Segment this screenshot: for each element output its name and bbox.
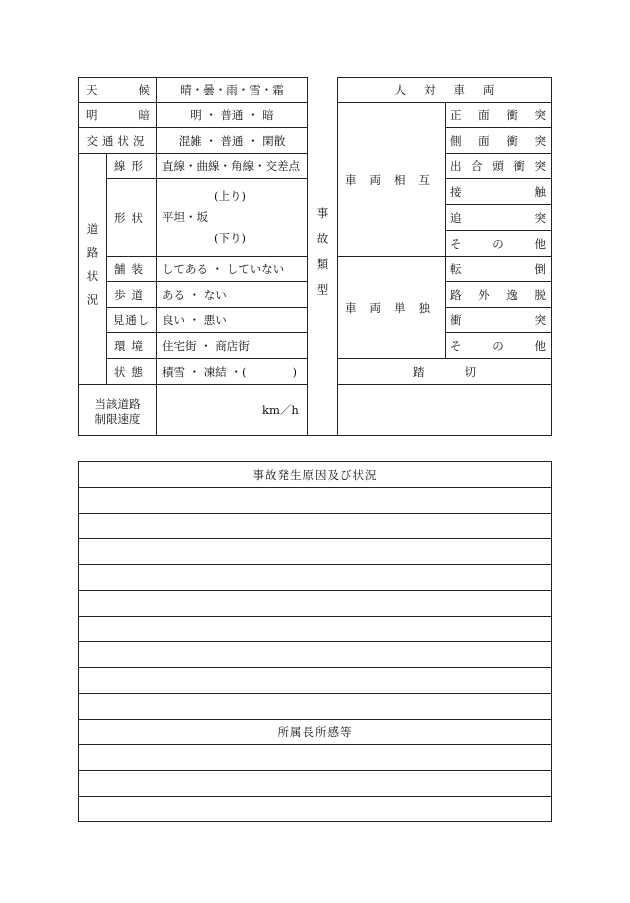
cause-writing-line[interactable] <box>79 514 551 538</box>
person-vs-vehicle: 人対車両 <box>394 83 513 97</box>
environment-value: 住宅街 ・ 商店街 <box>162 338 250 353</box>
pavement-value: してある ・ していない <box>162 262 285 276</box>
shape-label: 形状 <box>114 210 149 225</box>
shape-value: 平坦・坂 <box>162 210 208 224</box>
contact: 接 触 <box>450 184 546 199</box>
cause-writing-line[interactable] <box>79 617 551 641</box>
weather-value: 晴・曇・雨・雪・霜 <box>180 83 284 97</box>
head-on-collision: 正 面 衝 突 <box>450 108 546 122</box>
opinion-writing-line[interactable] <box>79 771 551 796</box>
road-departure: 路 外 逸 脱 <box>450 287 546 302</box>
visibility-label: 見通し <box>112 313 151 327</box>
shape-uphill: (上り) <box>214 189 246 203</box>
opinion-section-header: 所属長所感等 <box>277 725 353 739</box>
sidewalk-label: 歩道 <box>114 287 149 302</box>
lighting-value: 明 ・ 普通 ・ 暗 <box>190 108 274 122</box>
lighting-label: 明 暗 <box>86 108 150 122</box>
weather-label: 天 候 <box>86 83 150 97</box>
alignment-label: 線形 <box>114 159 149 173</box>
speed-limit-label-line2: 制限速度 <box>94 412 141 426</box>
environment-label: 環境 <box>114 338 149 353</box>
shape-downhill: (下り) <box>214 231 246 245</box>
cause-writing-line[interactable] <box>79 488 551 513</box>
traffic-value: 混雑 ・ 普通 ・ 閑散 <box>178 133 286 148</box>
cause-writing-line[interactable] <box>79 642 551 667</box>
vehicle-vs-vehicle-label: 車両相互 <box>345 172 443 187</box>
rear-end: 追 突 <box>450 210 546 225</box>
single-vehicle-label: 車両単独 <box>345 300 443 315</box>
cause-writing-line[interactable] <box>79 591 551 616</box>
visibility-value: 良い ・ 悪い <box>162 313 227 327</box>
surface-state-value: 積雪 ・ 凍結 ・( ) <box>162 364 297 379</box>
accident-type-label: 事故類型 <box>315 206 330 309</box>
vehicle-mutual-other: そ の 他 <box>450 236 546 251</box>
single-collision: 衝 突 <box>450 313 546 327</box>
cause-writing-line[interactable] <box>79 668 551 693</box>
traffic-label: 交通状況 <box>86 133 149 148</box>
cause-section-header: 事故発生原因及び状況 <box>252 467 378 482</box>
single-vehicle-other: そ の 他 <box>450 338 546 353</box>
surface-state-label: 状態 <box>114 364 149 379</box>
cause-writing-line[interactable] <box>79 565 551 590</box>
opinion-writing-line[interactable] <box>79 745 551 770</box>
overturn: 転 倒 <box>450 262 546 276</box>
road-conditions-label: 道路状況 <box>85 223 100 317</box>
crossing-collision: 出 合 頭 衝 突 <box>450 159 546 173</box>
railway-crossing: 踏切 <box>413 364 516 379</box>
opinion-writing-line[interactable] <box>79 797 551 821</box>
side-collision: 側 面 衝 突 <box>450 133 546 148</box>
cause-writing-line[interactable] <box>79 694 551 719</box>
sidewalk-value: ある ・ ない <box>162 287 227 302</box>
cause-writing-line[interactable] <box>79 539 551 564</box>
speed-unit: km／h <box>262 403 299 417</box>
alignment-value: 直線・曲線・角線・交差点 <box>162 159 300 173</box>
pavement-label: 舗装 <box>114 262 149 276</box>
speed-limit-label-line1: 当該道路 <box>94 397 141 411</box>
